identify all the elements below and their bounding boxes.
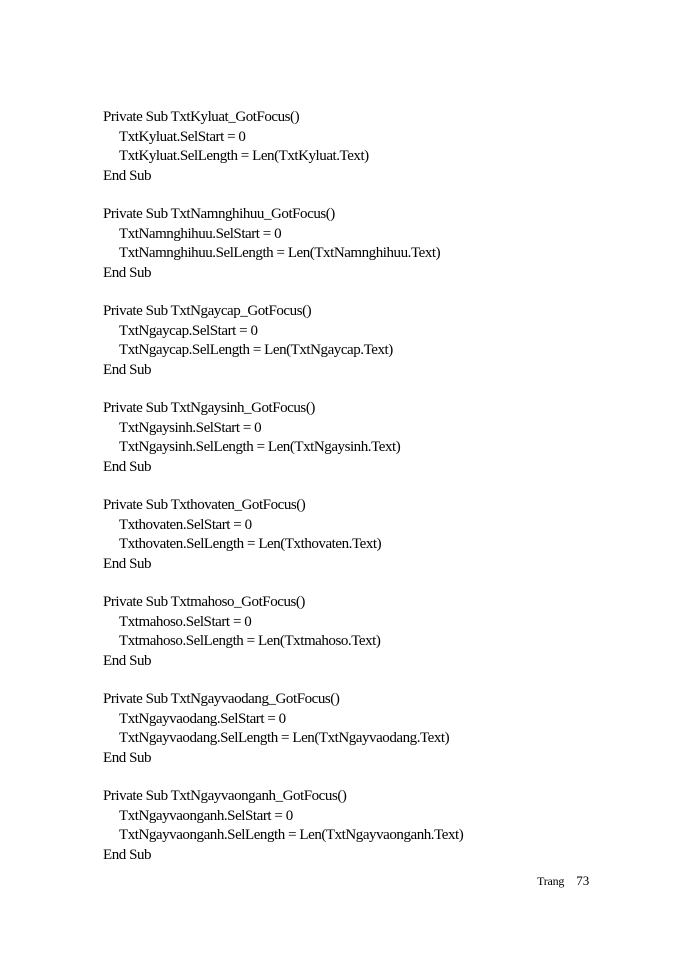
end-sub: End Sub: [103, 555, 152, 572]
code-line: TxtNgayvaodang.SelLength = Len(TxtNgayvaodang.Text): [119, 730, 450, 746]
end-sub: End Sub: [103, 652, 152, 669]
code-line: TxtKyluat.SelLength = Len(TxtKyluat.Text): [119, 148, 369, 164]
sub-header: Private Sub TxtNgaycap_GotFocus(): [103, 303, 312, 319]
sub-header: Private Sub TxtNgayvaonganh_GotFocus(): [103, 788, 347, 804]
code-line: TxtNgaycap.SelStart = 0: [119, 322, 258, 339]
code-listing: [103, 108, 663, 884]
sub-header: Private Sub TxtKyluat_GotFocus(): [103, 109, 300, 125]
code-block-ngaysinh: [103, 399, 663, 477]
end-sub: End Sub: [103, 167, 152, 184]
code-block-kyluat: [103, 108, 663, 186]
page-number: 73: [576, 873, 590, 888]
code-line: TxtNamnghihuu.SelLength = Len(TxtNamnghihuu.Text): [119, 245, 441, 261]
code-line: Txtmahoso.SelLength = Len(Txtmahoso.Text): [119, 633, 381, 649]
end-sub: End Sub: [103, 749, 152, 766]
end-sub: End Sub: [103, 846, 152, 863]
code-block-hovaten: [103, 496, 663, 574]
code-block-ngaycap: [103, 302, 663, 380]
end-sub: End Sub: [103, 361, 152, 378]
sub-header: Private Sub TxtNgayvaodang_GotFocus(): [103, 691, 340, 707]
code-line: TxtNamnghihuu.SelStart = 0: [119, 225, 282, 242]
code-block-ngayvaodang: [103, 690, 663, 768]
code-line: TxtNgayvaonganh.SelStart = 0: [119, 807, 293, 824]
code-line: TxtKyluat.SelStart = 0: [119, 128, 246, 145]
code-line: Txtmahoso.SelStart = 0: [119, 613, 252, 630]
sub-header: Private Sub Txthovaten_GotFocus(): [103, 497, 306, 513]
code-block-mahoso: [103, 593, 663, 671]
code-line: TxtNgaycap.SelLength = Len(TxtNgaycap.Text): [119, 342, 393, 358]
code-line: TxtNgayvaodang.SelStart = 0: [119, 710, 286, 727]
code-line: TxtNgaysinh.SelLength = Len(TxtNgaysinh.Text): [119, 439, 401, 455]
end-sub: End Sub: [103, 458, 152, 475]
code-line: TxtNgayvaonganh.SelLength = Len(TxtNgayvaonganh.Text): [119, 827, 464, 843]
sub-header: Private Sub TxtNamnghihuu_GotFocus(): [103, 206, 335, 222]
page-footer: [537, 873, 589, 889]
code-block-namnghihuu: [103, 205, 663, 283]
end-sub: End Sub: [103, 264, 152, 281]
code-block-ngayvaonganh: [103, 787, 663, 865]
sub-header: Private Sub Txtmahoso_GotFocus(): [103, 594, 305, 610]
code-line: Txthovaten.SelStart = 0: [119, 516, 252, 533]
code-line: TxtNgaysinh.SelStart = 0: [119, 419, 262, 436]
code-line: Txthovaten.SelLength = Len(Txthovaten.Text): [119, 536, 382, 552]
page-label: Trang: [537, 874, 565, 888]
sub-header: Private Sub TxtNgaysinh_GotFocus(): [103, 400, 315, 416]
